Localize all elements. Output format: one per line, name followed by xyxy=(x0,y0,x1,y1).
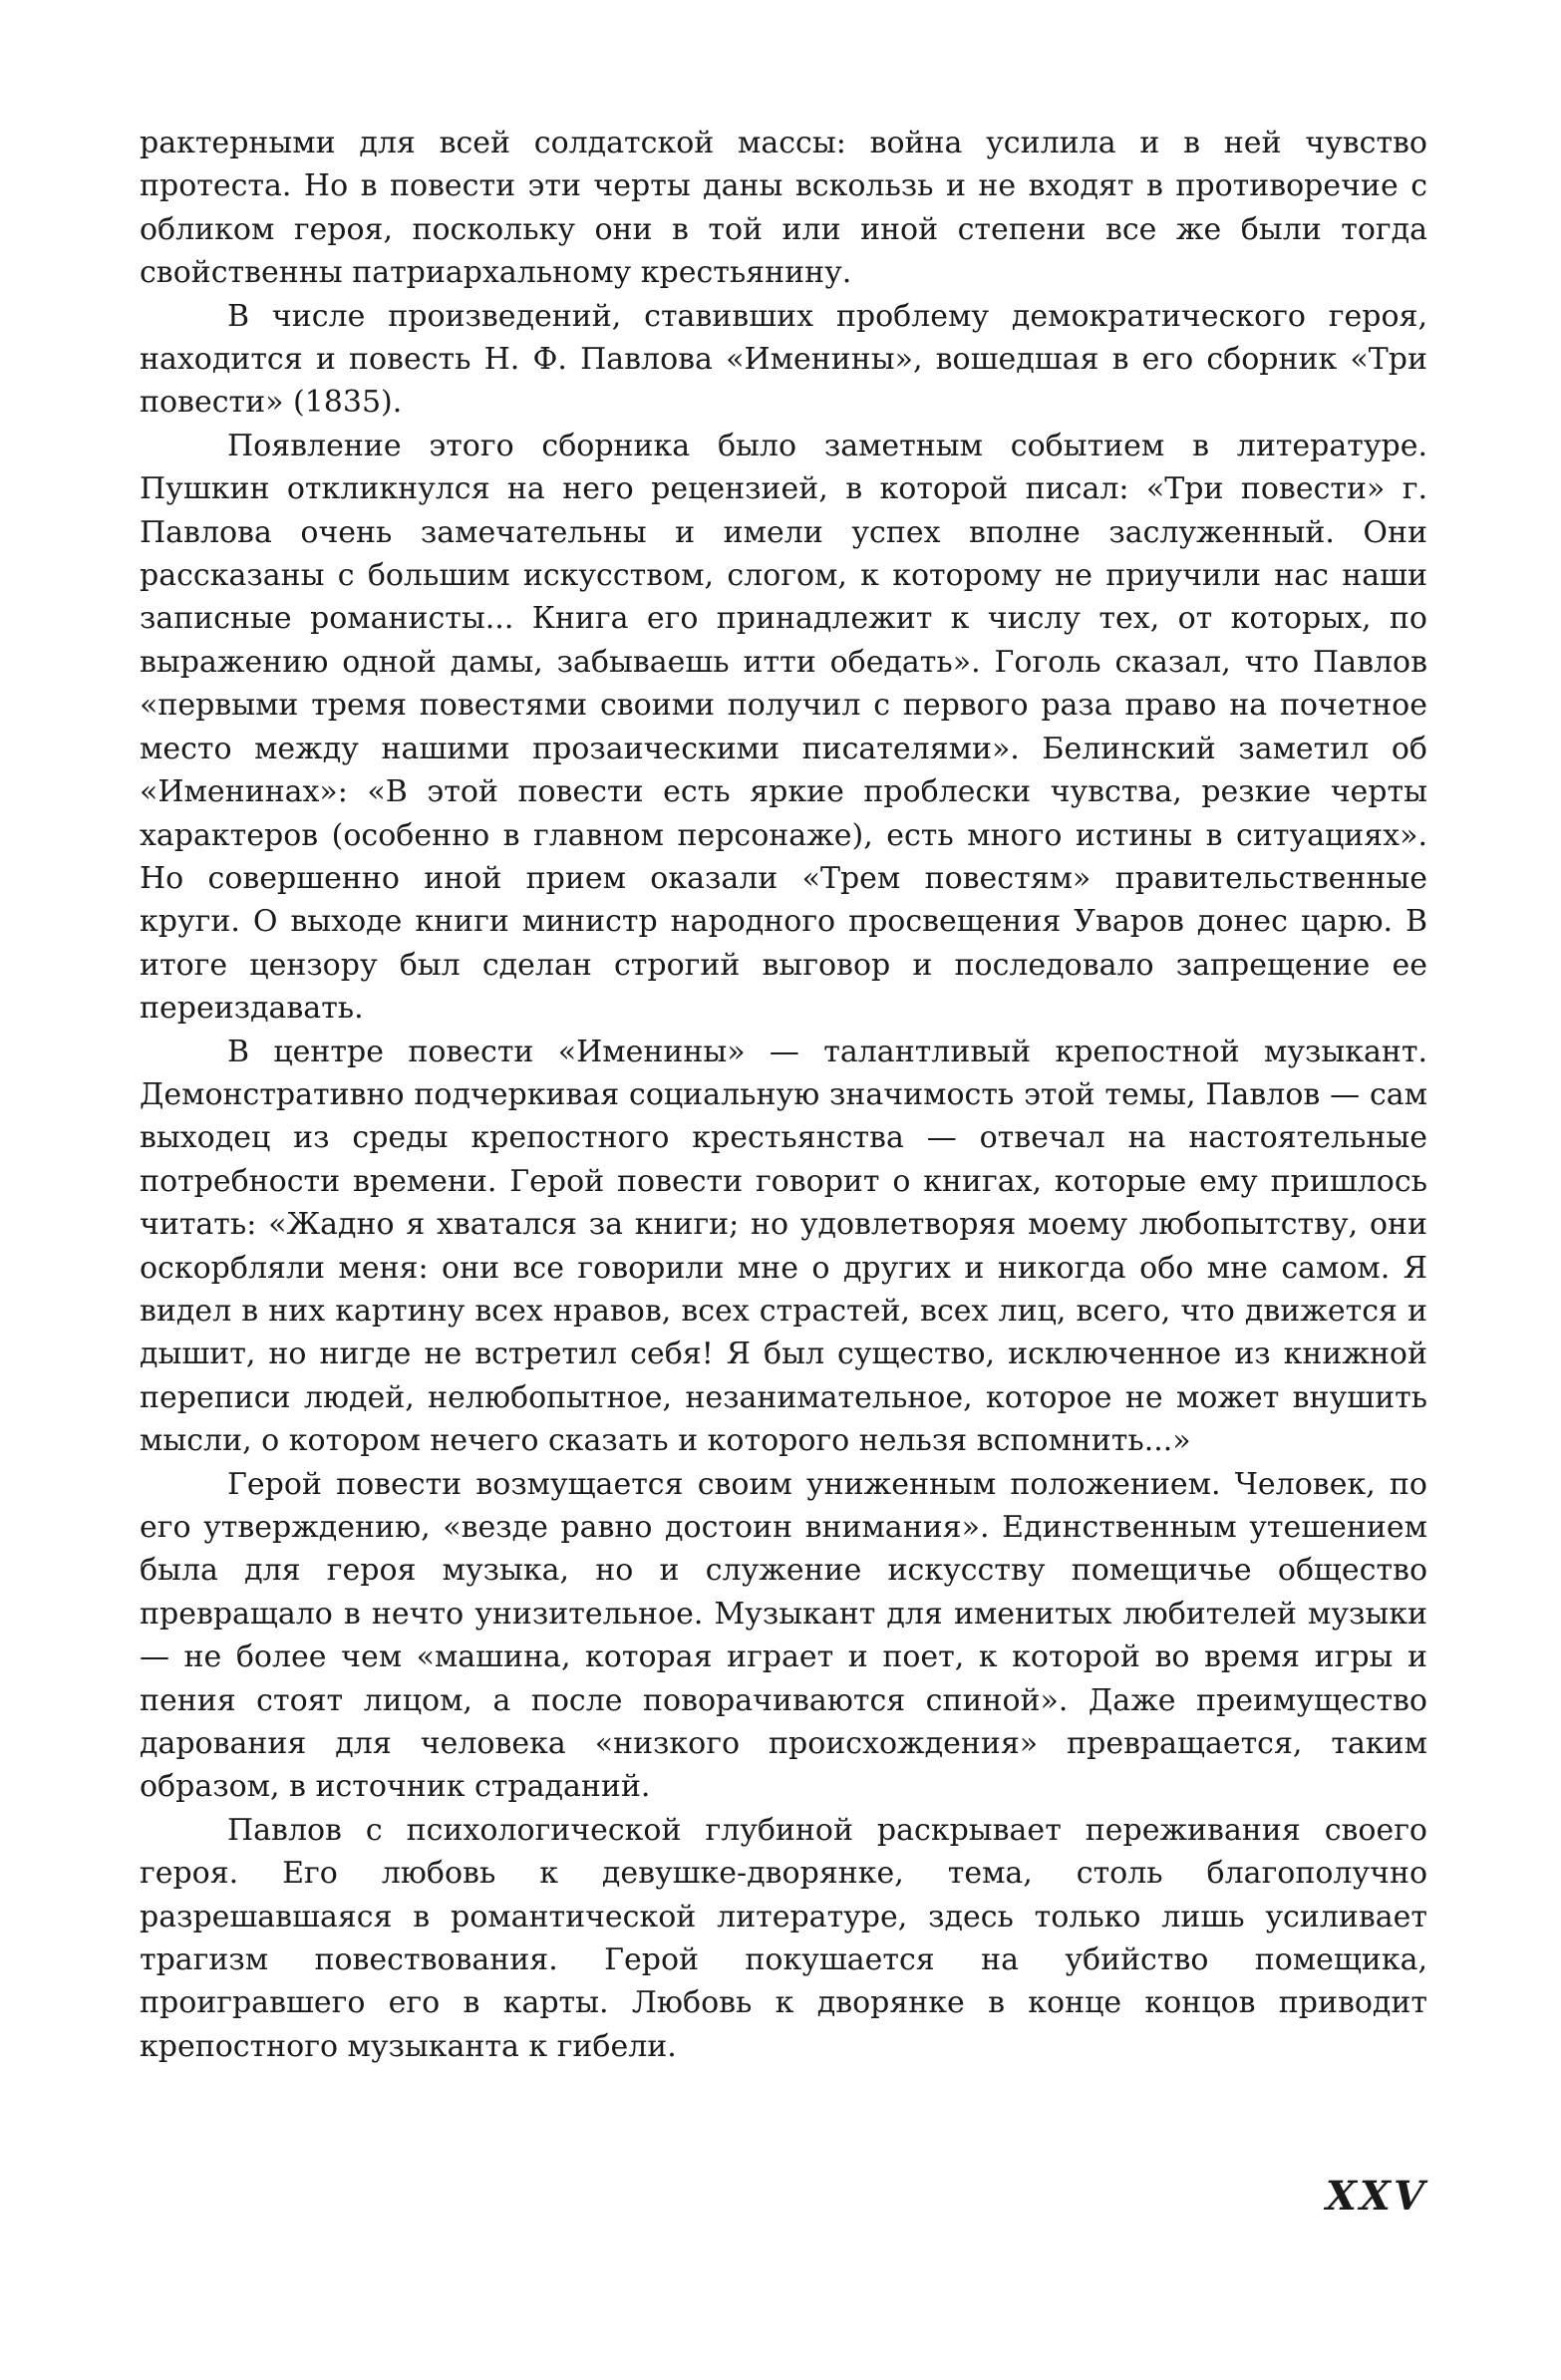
paragraph-humiliation: Герой повести возмущается своим униженным положением. Человек, по его утверждению, «везде равно достоин внимания». Единственным утешением была для героя музыка, но и служение искусству помещичье общество превращало в нечто унизительное. Музыкант для именитых любителей музыки — не более чем «машина, которая играет и поет, к которой во время игры и пения стоят лицом, а после поворачиваются спиной». Даже преимущество дарования для человека «низкого происхождения» превращается, таким образом, в источник страданий. xyxy=(140,1466,1427,1805)
page-number: XXV xyxy=(1325,2173,1427,2220)
paragraph-continuation: рактерными для всей солдатской массы: война усилила и в ней чувство протеста. Но в повести эти черты даны вскользь и не входят в противоречие с обликом героя, поскольку они в той или иной степени все же были тогда свойственны патриархальному крестьянину. xyxy=(140,126,1427,291)
paragraph-imeniny-intro: В числе произведений, ставивших проблему демократического героя, находится и повесть Н. Ф. Павлова «Именины», вошедшая в его сборник «Три повести» (1835). xyxy=(140,298,1427,421)
paragraph-reception: Появление этого сборника было заметным событием в литературе. Пушкин откликнулся на него рецензией, в которой писал: «Три повести» г. Павлова очень замечательны и имели успех вполне заслуженный. Они рассказаны с большим искусством, слогом, к которому не приучили нас наши записные романисты... Книга его принадлежит к числу тех, от которых, по выражению одной дамы, забываешь итти обедать». Гоголь сказал, что Павлов «первыми тремя повестями своими получил с первого раза право на почетное место между нашими прозаическими писателями». Белинский заметил об «Именинах»: «В этой повести есть яркие проблески чувства, резкие черты характеров (особенно в главном персонаже), есть много истины в ситуациях». Но совершенно иной прием оказали «Трем повестям» правительственные круги. О выходе книги министр народного просвещения Уваров донес царю. В итоге цензору был сделан строгий выговор и последовало запрещение ее переиздавать. xyxy=(140,428,1427,1027)
paragraph-tragedy: Павлов с психологической глубиной раскрывает переживания своего героя. Его любовь к девушке-дворянке, тема, столь благополучно разрешавшаяся в романтической литературе, здесь только лишь усиливает трагизм повествования. Герой покушается на убийство помещика, проигравшего его в карты. Любовь к дворянке в конце концов приводит крепостного музыканта к гибели. xyxy=(140,1812,1427,2064)
page-body xyxy=(140,122,1427,2068)
paragraph-hero-musician: В центре повести «Именины» — талантливый крепостной музыкант. Демонстративно подчеркивая социальную значимость этой темы, Павлов — сам выходец из среды крепостного крестьянства — отвечал на настоятельные потребности времени. Герой повести говорит о книгах, которые ему пришлось читать: «Жадно я хватался за книги; но удовлетворяя моему любопытству, они оскорбляли меня: они все говорили мне о других и никогда обо мне самом. Я видел в них картину всех нравов, всех страстей, всех лиц, всего, что движется и дышит, но нигде не встретил себя! Я был существо, исключенное из книжной переписи людей, нелюбопытное, незанимательное, которое не может внушить мысли, о котором нечего сказать и которого нельзя вспомнить...» xyxy=(140,1034,1427,1459)
